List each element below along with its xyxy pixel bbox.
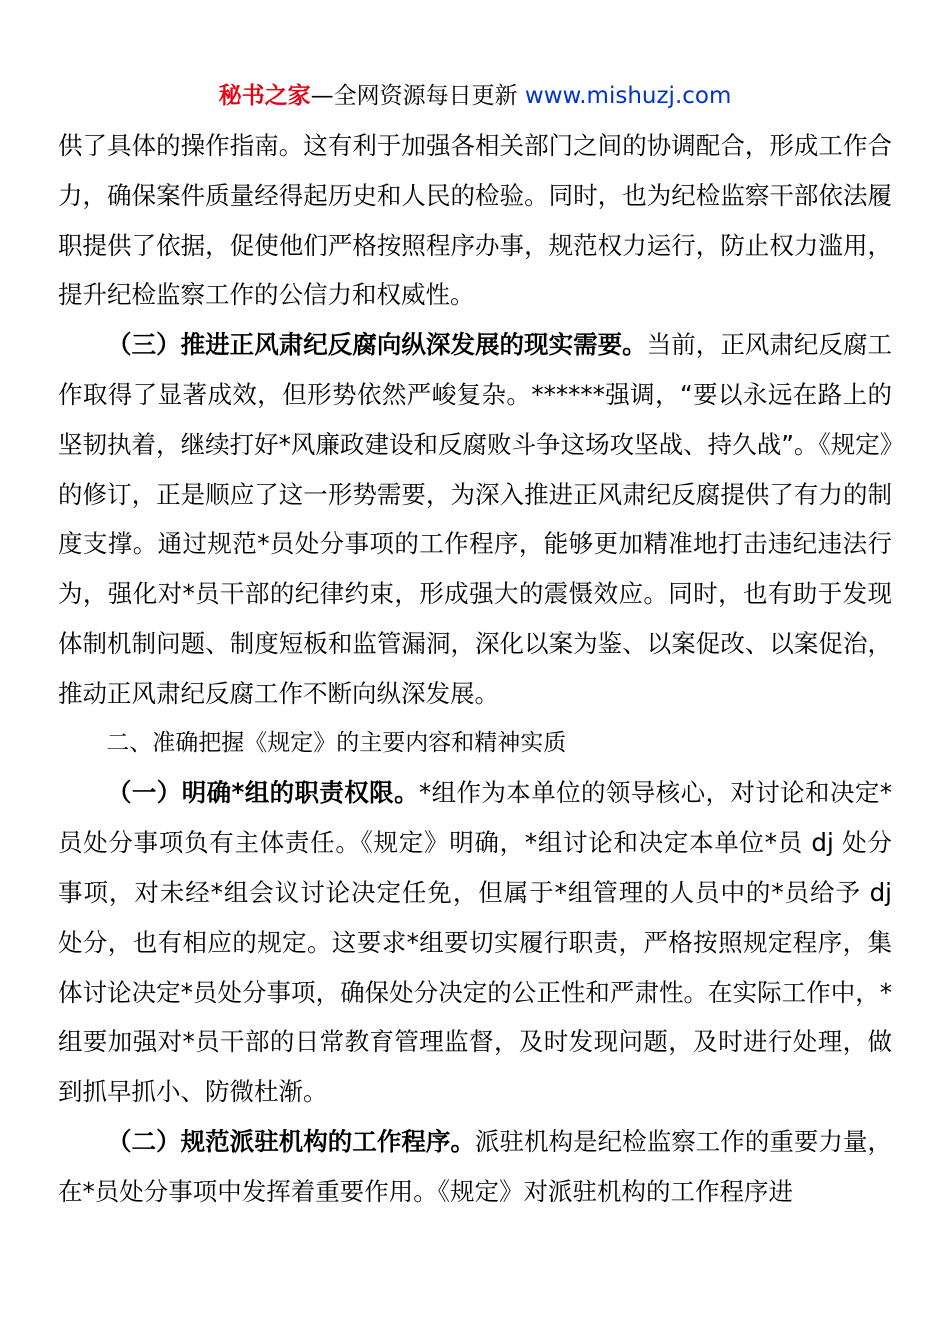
point-heading: （三）推进正风肃纪反腐向纵深发展的现实需要。 xyxy=(107,330,647,360)
paragraph-text: 供了具体的操作指南。这有利于加强各相关部门之间的协调配合，形成工作合力，确保案件质量经得起历史和人民的检验。同时，也为纪检监察干部依法履职提供了依据，促使他们严格按照程序办事，规范权力运行，防止权力滥用，提升纪检监察工作的公信力和权威性。 xyxy=(58,131,892,310)
paragraph-point-3 xyxy=(58,320,892,718)
site-slogan: —全网资源每日更新 xyxy=(310,83,525,109)
section-heading-2: 二、准确把握《规定》的主要内容和精神实质 xyxy=(106,729,567,756)
paragraph-text: *组作为本单位的领导核心，对讨论和决定*员处分事项负有主体责任。《规定》明确，*组讨论和决定本单位*员 dj 处分事项，对未经*组会议讨论决定任免，但属于*组管理的人员中的*员给予 dj 处分，也有相应的规定。这要求*组要切实履行职责，严格按照规定程序，集体讨论决定*员处分事项，确保处分决定的公正性和严肃性。在实际工作中，*组要加强对*员干部的日常教育管理监督，及时发现问题，及时进行处理，做到抓早抓小、防微杜渐。 xyxy=(58,778,893,1107)
paragraph-text: 派驻机构是纪检监察工作的重要力量，在*员处分事项中发挥着重要作用。《规定》对派驻机构的工作程序进 xyxy=(58,1126,892,1206)
site-url-link[interactable]: www.mishuzj.com xyxy=(524,83,732,109)
point-heading: （二）规范派驻机构的工作程序。 xyxy=(107,1126,475,1156)
site-brand: 秘书之家 xyxy=(218,83,311,109)
paragraph-continued xyxy=(58,121,892,320)
paragraph-point-2 xyxy=(58,1117,892,1217)
paragraph-text: 当前，正风肃纪反腐工作取得了显著成效，但形势依然严峻复杂。******强调，“要以永远在路上的坚韧执着，继续打好*风廉政建设和反腐败斗争这场攻坚战、持久战”。《规定》的修订，正是顺应了这一形势需要，为深入推进正风肃纪反腐提供了有力的制度支撑。通过规范*员处分事项的工作程序，能够更加精准地打击违纪违法行为，强化对*员干部的纪律约束，形成强大的震慑效应。同时，也有助于发现体制机制问题、制度短板和监管漏洞，深化以案为鉴、以案促改、以案促治，推动正风肃纪反腐工作不断向纵深发展。 xyxy=(58,330,893,708)
paragraph-point-1 xyxy=(58,768,892,1117)
point-heading: （一）明确*组的职责权限。 xyxy=(107,778,419,808)
document-body xyxy=(58,121,892,1217)
site-header xyxy=(0,80,950,112)
